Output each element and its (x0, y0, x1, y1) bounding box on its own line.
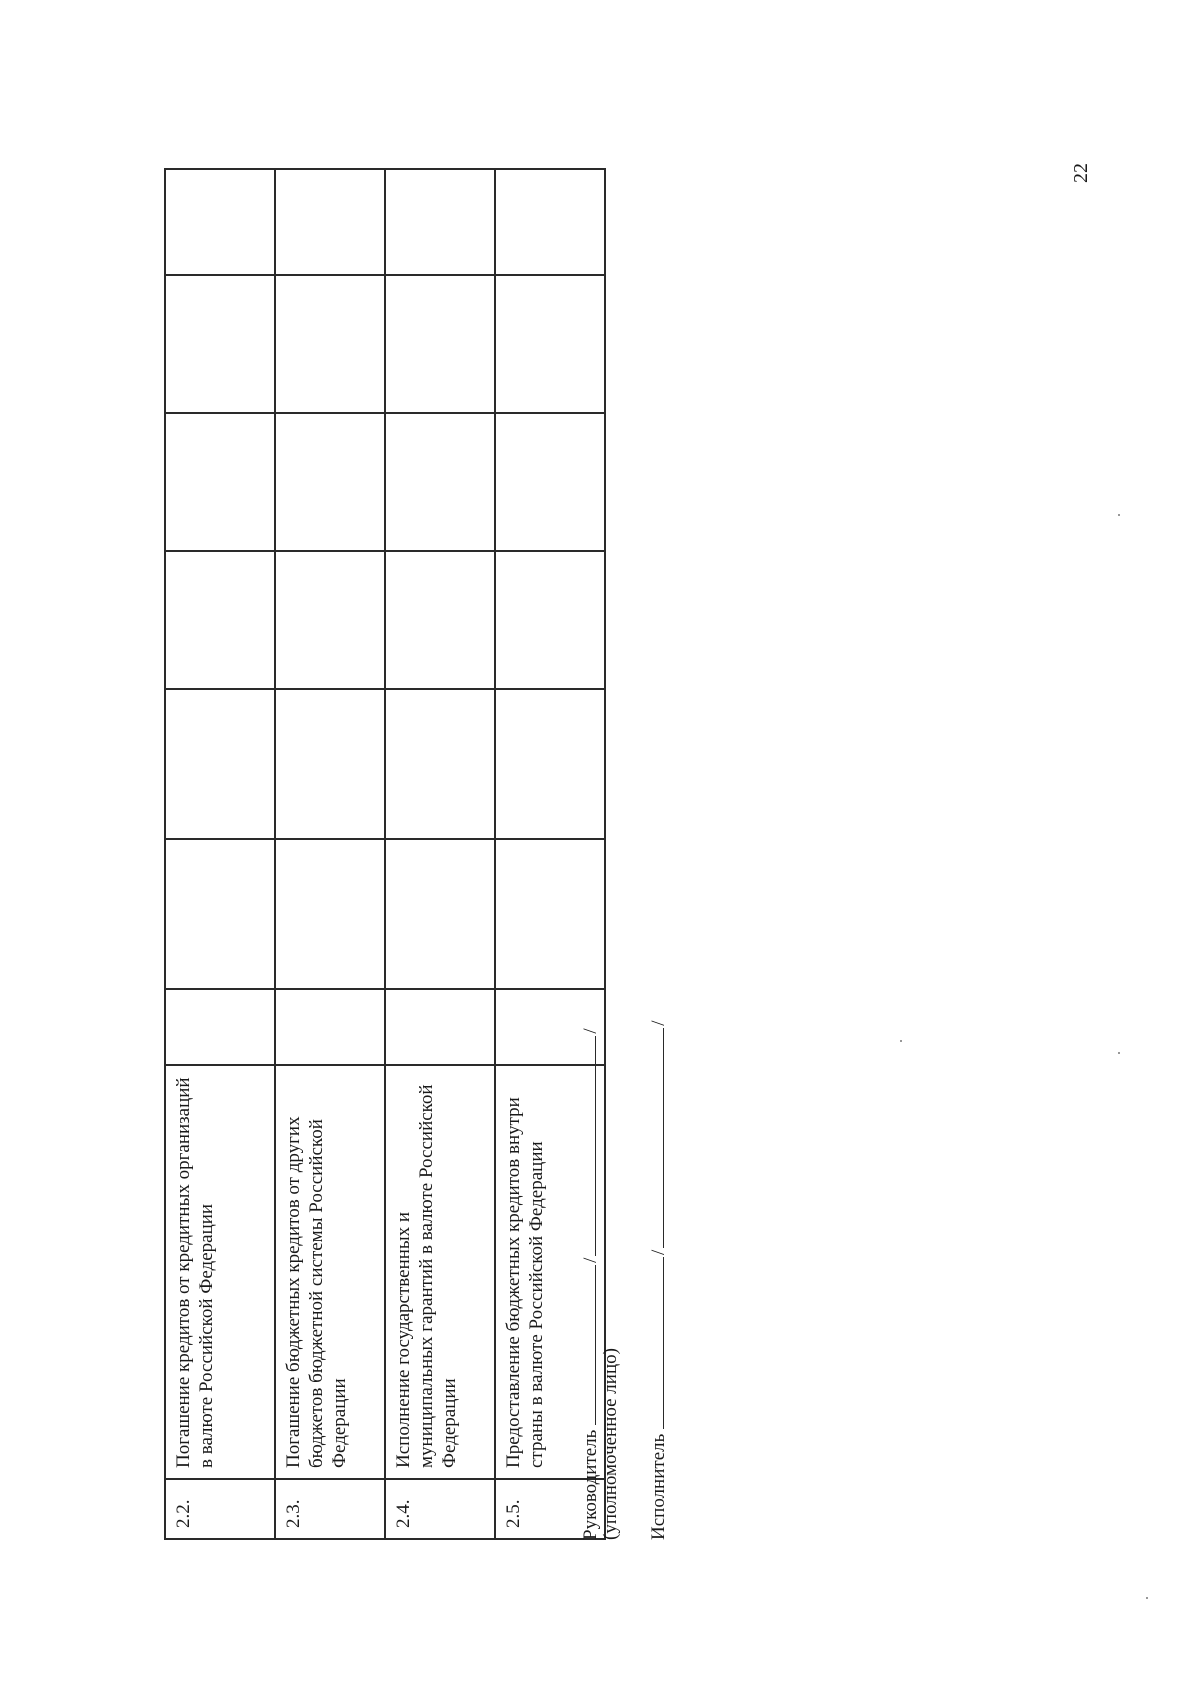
page-number: 22 (1070, 163, 1092, 183)
table-cell (275, 275, 385, 413)
table-cell (165, 989, 275, 1065)
table-row (385, 169, 495, 1539)
budget-form-table (164, 168, 606, 1540)
executor-signature-line (644, 170, 667, 1540)
head-name-field[interactable] (576, 1036, 596, 1256)
table-cell (275, 989, 385, 1065)
scan-speck (1118, 1052, 1120, 1054)
scan-speck (1146, 1597, 1148, 1599)
table-cell (275, 551, 385, 689)
table-cell (385, 275, 495, 413)
row-number: 2.5. (495, 1479, 605, 1539)
table-cell (385, 989, 495, 1065)
row-number: 2.4. (385, 1479, 495, 1539)
table-cell (165, 689, 275, 839)
executor-signature-field[interactable] (644, 1257, 664, 1429)
head-note: (уполномоченное лицо) (600, 1348, 621, 1540)
table-cell (385, 551, 495, 689)
row-description: Погашение бюджетных кредитов от других бюджетов бюджетной системы Российской Федерации (275, 1065, 385, 1479)
table-row (165, 169, 275, 1539)
executor-name-field[interactable] (644, 1028, 664, 1248)
table-cell (385, 413, 495, 551)
table-cell (275, 839, 385, 989)
slash-separator: / (648, 1249, 669, 1255)
table-cell (385, 689, 495, 839)
row-description: Исполнение государственных и муниципальных гарантий в валюте Российской Федерации (385, 1065, 495, 1479)
rotated-form (164, 170, 734, 1540)
signature-block (576, 170, 667, 1540)
table-cell (165, 275, 275, 413)
table-cell (275, 413, 385, 551)
table-cell (385, 169, 495, 275)
row-description: Предоставление бюджетных кредитов внутри страны в валюте Российской Федерации (495, 1065, 605, 1479)
slash-separator: / (580, 1257, 601, 1263)
head-signature-line (576, 170, 599, 1540)
row-number: 2.2. (165, 1479, 275, 1539)
table-cell (165, 169, 275, 275)
table-row (275, 169, 385, 1539)
table-cell (165, 839, 275, 989)
row-description: Погашение кредитов от кредитных организаций в валюте Российской Федерации (165, 1065, 275, 1479)
table-cell (385, 839, 495, 989)
row-number: 2.3. (275, 1479, 385, 1539)
table-cell (165, 413, 275, 551)
scan-speck (1118, 514, 1120, 516)
table-cell (275, 169, 385, 275)
head-label: Руководитель (580, 1429, 601, 1540)
table-cell (275, 689, 385, 839)
head-signature-field[interactable] (576, 1265, 596, 1425)
slash-separator: / (648, 1020, 669, 1026)
slash-separator: / (580, 1028, 601, 1034)
executor-label: Исполнитель (648, 1433, 669, 1540)
table-cell (165, 551, 275, 689)
scan-speck (900, 1040, 902, 1042)
